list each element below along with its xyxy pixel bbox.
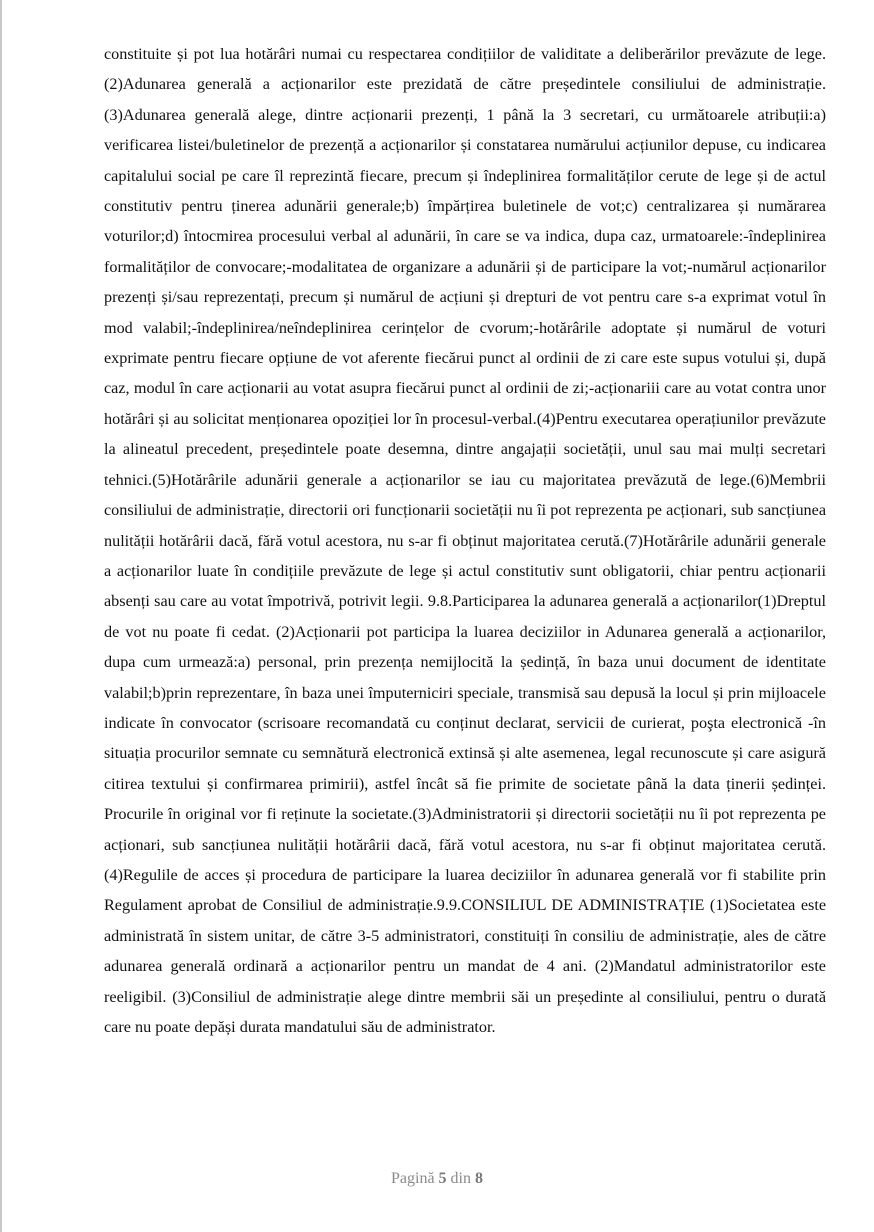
of-label: din [450, 1170, 471, 1187]
page-footer [0, 1170, 874, 1188]
current-page-number: 5 [438, 1170, 447, 1187]
total-pages-number: 8 [475, 1170, 483, 1187]
document-body-text: constituite și pot lua hotărâri numai cu respectarea condițiilor de validitate a deliberărilor prevăzute de lege.(2)Adunarea generală a acționarilor este prezidată de către președintele consiliului de administrație. (3)Adunarea generală alege, dintre acționarii prezenți, 1 până la 3 secretari, cu următoarele atribuții:a) verificarea listei/buletinelor de prezență a acționarilor și constatarea numărului acțiunilor depuse, cu indicarea capitalului social pe care îl reprezintă fiecare, precum și îndeplinirea formalităților cerute de lege și de actul constitutiv pentru ținerea adunării generale;b) împărțirea buletinele de vot;c) centralizarea și numărarea voturilor;d) întocmirea procesului verbal al adunării, în care se va indica, dupa caz, urmatoarele:-îndeplinirea formalităților de convocare;-modalitatea de organizare a adunării și de participare la vot;-numărul acționarilor prezenți și/sau reprezentați, precum și numărul de acțiuni și drepturi de vot pentru care s-a exprimat votul în mod valabil;-îndeplinirea/neîndeplinirea cerințelor de cvorum;-hotărârile adoptate și numărul de voturi exprimate pentru fiecare opțiune de vot aferente fiecărui punct al ordinii de zi care este supus votului și, după caz, modul în care acționarii au votat asupra fiecărui punct al ordinii de zi;-acționariii care au votat contra unor hotărâri și au solicitat menționarea opoziției lor în procesul-verbal.(4)Pentru executarea operațiunilor prevăzute la alineatul precedent, președintele poate desemna, dintre angajații societății, unul sau mai mulți secretari tehnici.(5)Hotărârile adunării generale a acționarilor se iau cu majoritatea prevăzută de lege.(6)Membrii consiliului de administrație, directorii ori funcționarii societății nu îi pot reprezenta pe acționari, sub sancțiunea nulității hotărârii dacă, fără votul acestora, nu s-ar fi obținut majoritatea cerută.(7)Hotărârile adunării generale a acționarilor luate în condițiile prevăzute de lege și actul constitutiv sunt obligatorii, chiar pentru acționarii absenți sau care au votat împotrivă, potrivit legii. 9.8.Participarea la adunarea generală a acționarilor(1)Dreptul de vot nu poate fi cedat. (2)Acționarii pot participa la luarea deciziilor in Adunarea generală a acționarilor, dupa cum urmează:a) personal, prin prezența nemijlocită la ședință, în baza unui document de identitate valabil;b)prin reprezentare, în baza unei împuterniciri speciale, transmisă sau depusă la locul și prin mijloacele indicate în convocator (scrisoare recomandată cu conținut declarat, servicii de curierat, poşta electronică -în situația procurilor semnate cu semnătură electronică extinsă și alte asemenea, legal recunoscute și care asigură citirea textului și confirmarea primirii), astfel încât să fie primite de societate până la data ținerii ședinței. Procurile în original vor fi reținute la societate.(3)Administratorii și directorii societății nu îi pot reprezenta pe acționari, sub sancțiunea nulității hotărârii dacă, fără votul acestora, nu s-ar fi obținut majoritatea cerută.(4)Regulile de acces și procedura de participare la luarea deciziilor în adunarea generală vor fi stabilite prin Regulament aprobat de Consiliul de administrație.9.9.CONSILIUL DE ADMINISTRAȚIE (1)Societatea este administrată în sistem unitar, de către 3-5 administratori, constituiți în consiliu de administrație, ales de către adunarea generală ordinară a acționarilor pentru un mandat de 4 ani. (2)Mandatul administratorilor este reeligibil. (3)Consiliul de administrație alege dintre membrii săi un președinte al consiliului, pentru o durată care nu poate depăși durata mandatului său de administrator. [104, 45, 826, 1036]
page-left-border [0, 0, 2, 1232]
page-label: Pagină [391, 1170, 435, 1187]
